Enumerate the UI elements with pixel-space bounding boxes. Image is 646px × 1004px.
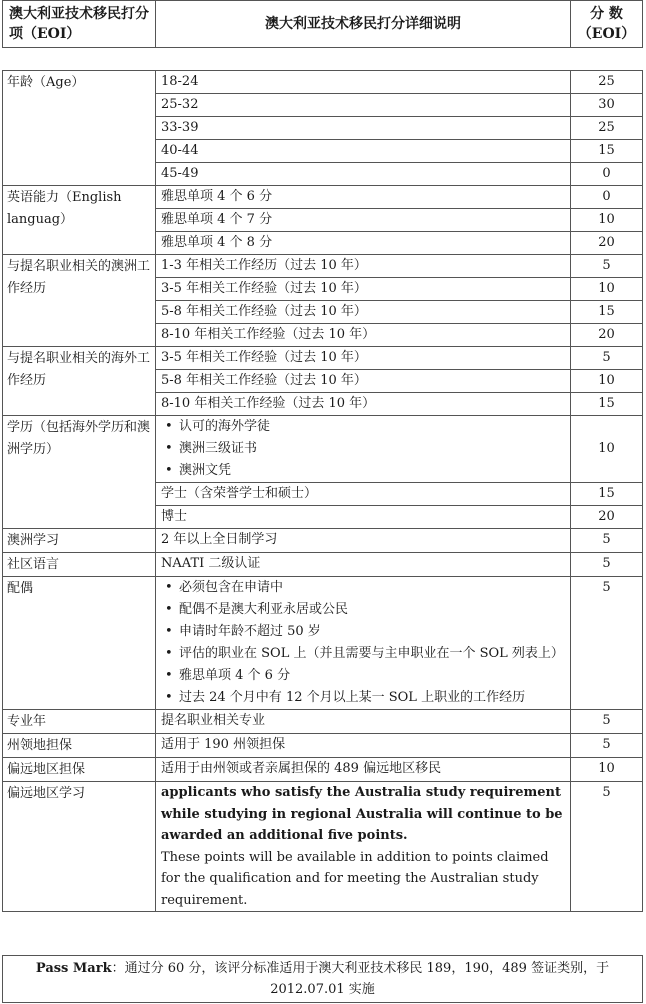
pass-mark-text: ：通过分 60 分，该评分标准适用于澳大利亚技术移民 189，190，489 签证类别，于 2012.07.01 实施 <box>111 961 610 997</box>
row-points: 10 <box>571 370 643 393</box>
category-english: 英语能力（English languag） <box>3 186 156 255</box>
header-points: 分 数（EOI） <box>571 1 643 48</box>
row-points: 20 <box>571 232 643 255</box>
row-description: 8-10 年相关工作经验（过去 10 年） <box>156 393 571 416</box>
row-points: 10 <box>571 209 643 232</box>
category-professional-year: 专业年 <box>3 710 156 734</box>
category-aus-work: 与提名职业相关的澳洲工作经历 <box>3 255 156 347</box>
row-description: 33-39 <box>156 117 571 140</box>
row-description: 45-49 <box>156 163 571 186</box>
table-row <box>3 553 643 577</box>
category-partner: 配偶 <box>3 577 156 710</box>
row-points: 5 <box>571 710 643 734</box>
pass-mark-label: Pass Mark <box>35 961 112 976</box>
points-table <box>2 70 643 912</box>
list-item: • 认可的海外学徒 <box>161 416 566 438</box>
row-points: 10 <box>571 278 643 301</box>
table-row <box>3 710 643 734</box>
row-description: 学士（含荣誉学士和硕士） <box>156 483 571 506</box>
row-points: 25 <box>571 117 643 140</box>
row-description: 8-10 年相关工作经验（过去 10 年） <box>156 324 571 347</box>
category-regional-study: 偏远地区学习 <box>3 782 156 912</box>
regional-study-para2: These points will be available in addition to points claimed for the qualification and for meeting the Australian study requirement. <box>161 849 549 908</box>
row-description: 博士 <box>156 506 571 529</box>
header-table <box>2 0 643 48</box>
table-row <box>3 347 643 370</box>
pass-mark-row <box>3 956 643 1003</box>
pass-mark-table <box>2 955 643 1003</box>
row-description: NAATI 二级认证 <box>156 553 571 577</box>
row-description: 3-5 年相关工作经验（过去 10 年） <box>156 347 571 370</box>
row-points: 0 <box>571 163 643 186</box>
list-item: • 澳洲文凭 <box>161 460 566 482</box>
row-points: 20 <box>571 324 643 347</box>
table-row <box>3 758 643 782</box>
table-row <box>3 186 643 209</box>
row-points: 5 <box>571 255 643 278</box>
category-aus-study: 澳洲学习 <box>3 529 156 553</box>
row-points: 5 <box>571 529 643 553</box>
category-age: 年龄（Age） <box>3 71 156 186</box>
row-description: 适用于 190 州领担保 <box>156 734 571 758</box>
category-regional-sponsor: 偏远地区担保 <box>3 758 156 782</box>
row-description: 18-24 <box>156 71 571 94</box>
list-item: • 必须包含在申请中 <box>161 577 566 599</box>
row-points: 5 <box>571 782 643 912</box>
bullet-list <box>161 416 566 482</box>
row-description: 雅思单项 4 个 7 分 <box>156 209 571 232</box>
list-item: • 过去 24 个月中有 12 个月以上某一 SOL 上职业的工作经历 <box>161 687 566 709</box>
row-points: 15 <box>571 393 643 416</box>
row-description: 雅思单项 4 个 8 分 <box>156 232 571 255</box>
table-row <box>3 416 643 483</box>
category-education: 学历（包括海外学历和澳洲学历） <box>3 416 156 529</box>
list-item: • 澳洲三级证书 <box>161 438 566 460</box>
education-bullets <box>156 416 571 483</box>
header-category: 澳大利亚技术移民打分项（EOI） <box>3 1 156 48</box>
row-points: 10 <box>571 416 643 483</box>
row-description: 5-8 年相关工作经验（过去 10 年） <box>156 301 571 324</box>
list-item: • 雅思单项 4 个 6 分 <box>161 665 566 687</box>
header-description: 澳大利亚技术移民打分详细说明 <box>156 1 571 48</box>
row-points: 15 <box>571 301 643 324</box>
row-points: 10 <box>571 758 643 782</box>
pass-mark-cell <box>3 956 643 1003</box>
table-row <box>3 782 643 912</box>
table-row <box>3 255 643 278</box>
row-description: 1-3 年相关工作经历（过去 10 年） <box>156 255 571 278</box>
regional-study-para1: applicants who satisfy the Australia study requirement while studying in regional Australia will continue to be awarded an additional five points. <box>161 785 563 843</box>
bullet-list <box>161 577 566 709</box>
table-row <box>3 577 643 710</box>
row-description: 40-44 <box>156 140 571 163</box>
row-points: 0 <box>571 186 643 209</box>
table-row <box>3 71 643 94</box>
row-points: 5 <box>571 347 643 370</box>
row-description: 雅思单项 4 个 6 分 <box>156 186 571 209</box>
header-row <box>3 1 643 48</box>
list-item: • 申请时年龄不超过 50 岁 <box>161 621 566 643</box>
category-overseas-work: 与提名职业相关的海外工作经历 <box>3 347 156 416</box>
row-points: 15 <box>571 140 643 163</box>
row-description: 2 年以上全日制学习 <box>156 529 571 553</box>
row-description: 适用于由州领或者亲属担保的 489 偏远地区移民 <box>156 758 571 782</box>
row-description: 25-32 <box>156 94 571 117</box>
row-points: 5 <box>571 553 643 577</box>
table-row <box>3 734 643 758</box>
table-row <box>3 529 643 553</box>
row-points: 5 <box>571 577 643 710</box>
row-description: 提名职业相关专业 <box>156 710 571 734</box>
row-points: 15 <box>571 483 643 506</box>
regional-study-text <box>156 782 571 912</box>
list-item: • 配偶不是澳大利亚永居或公民 <box>161 599 566 621</box>
row-points: 5 <box>571 734 643 758</box>
row-description: 3-5 年相关工作经验（过去 10 年） <box>156 278 571 301</box>
row-points: 25 <box>571 71 643 94</box>
list-item: • 评估的职业在 SOL 上（并且需要与主申职业在一个 SOL 列表上） <box>161 643 566 665</box>
row-points: 20 <box>571 506 643 529</box>
category-state-sponsor: 州领地担保 <box>3 734 156 758</box>
row-points: 30 <box>571 94 643 117</box>
category-community-language: 社区语言 <box>3 553 156 577</box>
partner-bullets <box>156 577 571 710</box>
row-description: 5-8 年相关工作经验（过去 10 年） <box>156 370 571 393</box>
